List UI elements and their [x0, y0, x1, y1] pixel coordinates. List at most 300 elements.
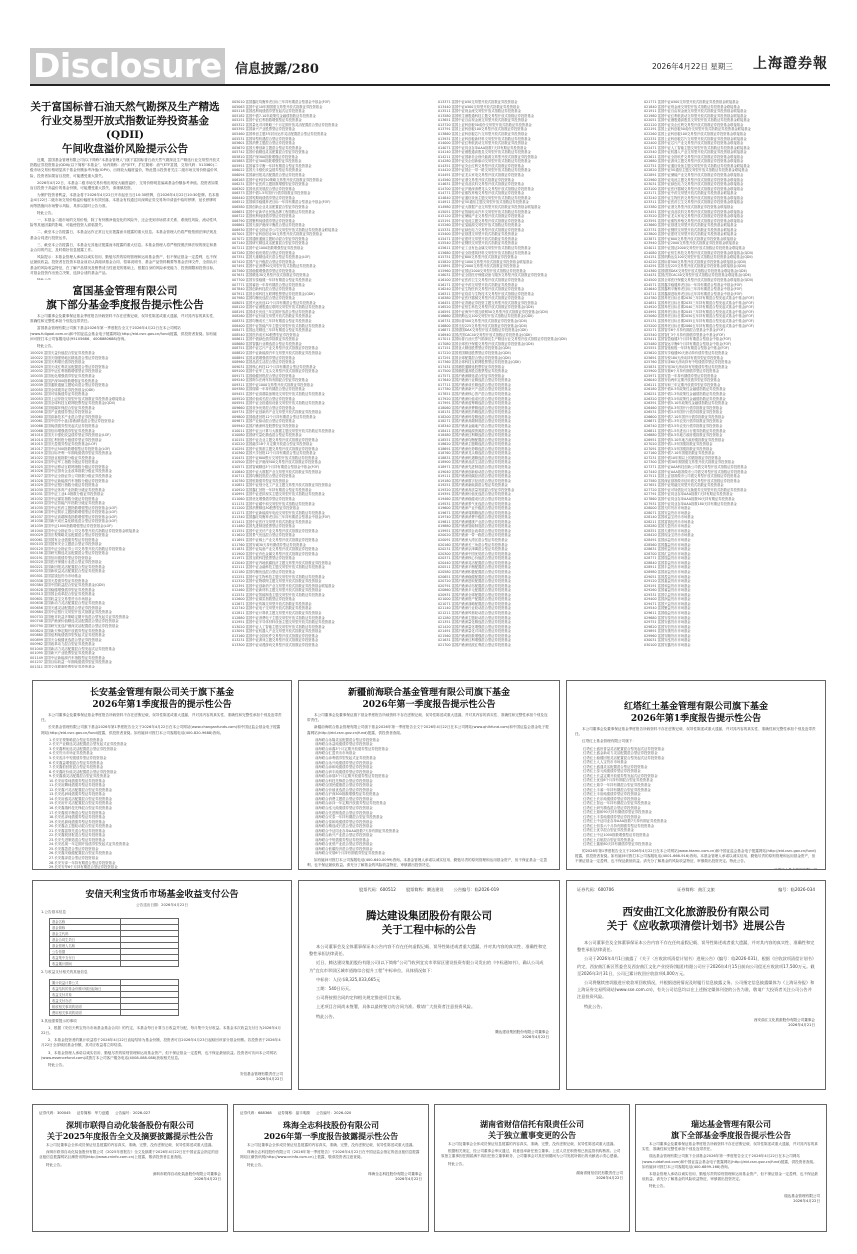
- notice-signature: 深圳市联得自动化装备股份有限公司董事会 2026年4月22日: [152, 1171, 221, 1181]
- list-item: 016171 富国中证中药交易型开放式指数证券投资基金: [438, 282, 518, 287]
- list-item: 000103 富国国家安全主题混合型证券投资基金: [30, 542, 102, 547]
- list-item: 000824 富国新天锋定期开放债券型证券投资基金: [30, 628, 106, 633]
- list-item: 100038 富国沪深300指数增强证券投资基金: [30, 378, 98, 383]
- list-item: 019951 富国沪港深国企改革混合型证券投资基金: [438, 528, 511, 533]
- list-item: 前海联合优势产业混合型证券投资基金: [315, 842, 373, 847]
- list-item: 161017 富国中证500指数增强型证券投资基金(LOF): [30, 446, 111, 451]
- list-item: 100066 富国纯债债券型发起式证券投资基金: [30, 423, 99, 428]
- list-item: 021000 富国沪港深资产配置混合型证券投资基金: [438, 597, 511, 602]
- fund-column-2: [438, 100, 638, 668]
- section-heading: 2.与收益支付相关的其他信息: [41, 970, 88, 975]
- list-item: 028700 富国汇益货币市场基金: [644, 551, 691, 556]
- list-item: 015680 富国中证全指建筑材料交易型开放式指数证券投资基金: [438, 250, 531, 255]
- list-item: 红塔红土恒泰六个月持有期债券型证券投资基金: [583, 823, 655, 828]
- list-item: 008680 富国智鑫行业精选混合型证券投资基金: [232, 341, 302, 346]
- list-item: 前海联合安泰一年持有期混合型证券投资基金: [315, 815, 383, 820]
- list-item: 前海联合泓元纯债债券型证券投资基金: [315, 806, 373, 811]
- notice-body: [30, 158, 220, 280]
- list-item: 014491 富国中证龙头家电交易型开放式指数证券投资基金: [438, 173, 525, 177]
- list-item: 前海联合中证同业存单AAA指数7天持有期证券投资基金: [315, 828, 399, 833]
- list-item: 014211 富国中证国新央企现代能源交易型开放式指数证券投资基金: [438, 154, 538, 159]
- list-item: 022540 富国中证机器人产业交易型开放式指数证券投资基金联接基金: [644, 150, 747, 155]
- list-item: 026320 富国中债3-5年政策性金融债指数证券投资基金: [644, 396, 726, 401]
- list-item: 014420 富国中证国企一带一路交易型开放式指数证券投资基金: [438, 168, 531, 173]
- list-item: 100022 富国天瑞强势地区精选混合型证券投资基金: [30, 355, 109, 360]
- paragraph: 公司将继续密切跟进应收款项回收情况，并根据进展情况及时履行信息披露义务。公司指定信息披露媒体为《上海证券报》和上海证券交易所网站(www.sse.com.cn)，有关公司信息均以在上述指定媒体刊登的公告为准，敬请广大投资者关注公司公告并注意投资风险。: [577, 980, 815, 1000]
- list-item: 029960 富国安顺货币市场基金: [644, 633, 691, 638]
- list-item: 020160 富国沪港深长三角混合型证券投资基金: [438, 542, 508, 547]
- list-item: 014631 富国中证食品饮料交易型开放式指数证券投资基金: [438, 182, 525, 187]
- list-item: 011831 富国中证装备产业交易型开放式指数证券投资基金: [232, 547, 319, 552]
- list-item: 014140 富国中证港股通高股息交易型开放式指数证券投资基金: [438, 150, 531, 155]
- paragraph: [30, 278, 220, 280]
- list-item: 030031 富国安泓货币市场基金: [644, 638, 691, 643]
- fund-list: [583, 747, 817, 847]
- list-item: 019880 富国沪港深智能制造混合型证券投资基金: [438, 524, 511, 529]
- list-item: 023660 富国中证基建交易型开放式指数证券投资基金联接基金: [644, 223, 737, 228]
- list-item: 016660 富国纳斯达克100交易型开放式指数证券投资基金(QDII): [438, 314, 534, 319]
- list-item: 025131 富国养老目标日期2055五年持有期混合型发起式基金中基金(FOF): [644, 319, 755, 323]
- list-item: 011200 富国消费精选30股票型证券投资基金: [232, 506, 300, 511]
- list-item: 025691 富国安悦180天滚动持有债券型证券投资基金: [644, 355, 724, 360]
- list-item: 018200 富国沪港深科技精选混合型证券投资基金: [438, 414, 511, 419]
- list-item: 028491 富国添益货币市场基金: [644, 538, 691, 542]
- list-item: 000733 富国绝对收益多策略定期开放混合型发起式证券投资基金: [30, 614, 129, 619]
- paragraph: 红塔红土基金管理有限公司旗下：: [582, 739, 636, 744]
- list-item: 161026 富国中证国有企业改革指数分级证券投资基金: [30, 469, 112, 474]
- list-item: 022960 富国中证电池主题交易型开放式指数证券投资基金联接基金: [644, 177, 744, 182]
- list-item: 021840 富国中证现金流交易型开放式指数证券投资基金联接基金: [644, 104, 741, 109]
- table-label: 基金名称: [50, 919, 121, 925]
- list-item: 014280 富国中证央企创新驱动交易型开放式指数证券投资基金: [438, 159, 531, 164]
- list-item: 018620 富国沪港深主题精选混合型证券投资基金: [438, 442, 511, 447]
- list-item: 023240 富国中证生物医药交易型开放式指数证券投资基金联接基金: [644, 195, 744, 200]
- list-item: 前海联合新兴产业混合型证券投资基金: [315, 833, 373, 838]
- list-item: 024500 富国全球医疗保健交易型开放式指数证券投资基金联接基金(QDII): [644, 277, 754, 282]
- list-item: 025831 富国安裕30天滚动持有短债债券型证券投资基金: [644, 364, 728, 369]
- table-label: 费用相关事项的说明: [50, 1009, 121, 1015]
- list-item: 009311 富国中证1000交易型开放式指数证券投资基金: [232, 382, 314, 387]
- list-item: 22.长安鑫锐回报混合型证券投资基金: [49, 833, 106, 838]
- info-table: [49, 918, 179, 967]
- list-item: 010360 富国兴享回报12个月持有期混合型证券投资基金: [232, 451, 316, 456]
- list-item: 028560 富国鑫益货币市场基金: [644, 542, 691, 547]
- list-item: 012671 富国中证传媒交易型开放式指数证券投资基金: [232, 601, 312, 606]
- list-item: 025971 富国安盈一年持有期债券型证券投资基金: [644, 373, 717, 378]
- paragraph: 特此公告。: [584, 1003, 605, 1009]
- list-item: 013091 富国中证机器人产业交易型开放式指数证券投资基金: [232, 629, 322, 634]
- list-item: 011340 富国鑫旺均衡养老目标三年持有期混合型基金中基金(FOF): [232, 515, 331, 520]
- list-item: 005010 富国鑫旺均衡养老目标三年持有期混合型基金中基金(FOF): [232, 100, 331, 104]
- list-item: 007560 富国稳健增强债券型证券投资基金: [232, 268, 296, 273]
- list-item: 红塔红土优享混合型证券投资基金: [583, 828, 634, 833]
- list-item: 021420 富国沪港深量化增强混合型证券投资基金: [438, 624, 511, 629]
- list-item: 024711 富国鑫源进取养老目标五年持有期混合型基金中基金(FOF): [644, 291, 743, 296]
- list-item: 011691 富国中证稀土产业交易型开放式指数证券投资基金: [232, 538, 319, 542]
- paragraph: 2、本基金投资者的累计收益将于2026年4月22日直接结转为基金份额，投资者可自2026年4月23日起赎回该部分基金份额。若投资者于2026年4月22日全部赎回基金份额，其对应收益将立即结清。: [41, 1038, 281, 1048]
- list-item: 000513 富国国企改革混合型证券投资基金: [30, 592, 95, 597]
- list-item: 029751 富国安盛货币市场基金: [644, 620, 691, 625]
- list-item: 000255 富国新收益灵活配置混合型证券投资基金: [30, 569, 106, 574]
- list-item: 红塔红土长益定期开放债券型发起式证券投资基金: [583, 773, 658, 778]
- list-item: 007211 富国中证1000指数增强型证券投资基金: [232, 246, 304, 250]
- list-item: 015120 富国中证储能产业交易型开放式指数证券投资基金: [438, 214, 525, 219]
- list-item: 007771 富国睿创一年持有期混合型证券投资基金: [232, 282, 305, 287]
- list-item: 红塔红土盛通灵活配置混合型证券投资基金: [583, 764, 648, 769]
- list-item: 009451 富国中证高端装备制造交易型开放式指数证券投资基金: [232, 392, 325, 396]
- info-table: [49, 979, 179, 1016]
- list-item: 000428 富国稳健增强债券型证券投资基金: [30, 587, 95, 592]
- list-item: 005601 富国消费主题混合型证券投资基金: [232, 141, 296, 146]
- list-item: 010011 富国中证云计算与大数据主题交易型开放式指数证券投资基金: [232, 428, 335, 433]
- table-value: [120, 961, 178, 967]
- notice-body: [30, 314, 220, 349]
- list-item: 009380 富国瑞锦一年持有期混合型证券投资基金: [232, 387, 305, 392]
- table-label: 收益累计期间: [50, 961, 121, 967]
- list-item: 022611 富国中证全指软件交易型开放式指数证券投资基金联接基金: [644, 154, 744, 159]
- list-item: 023520 富国中证龙头家电交易型开放式指数证券投资基金联接基金: [644, 214, 744, 219]
- paragraph: 特此公告。: [247, 1162, 265, 1167]
- list-item: 009660 富国竞争优势混合型证券投资基金: [232, 405, 296, 410]
- list-item: 028140 富国收益宝货币市场基金: [644, 515, 694, 520]
- table-label: 税收相关事项的说明: [50, 1003, 121, 1009]
- list-item: 008891 富国双债增强债券型证券投资基金: [232, 355, 296, 360]
- list-item: 020860 富国沪港深多元配置混合型证券投资基金: [438, 588, 511, 593]
- list-item: 017220 富国美国精选股票型证券投资基金(QDII): [438, 350, 511, 355]
- list-item: 017080 富国全球医疗保健交易型开放式指数证券投资基金(QDII): [438, 341, 534, 346]
- list-item: 000120 富国中证全指证券公司交易型开放式指数证券投资基金: [30, 546, 126, 551]
- list-item: 000656 富国天盛灵活配置混合型证券投资基金: [30, 605, 102, 610]
- list-item: 022891 富国中证储能产业交易型开放式指数证券投资基金联接基金: [644, 173, 744, 177]
- list-item: 100035 富国优化增强债券型证券投资基金: [30, 373, 95, 378]
- list-item: 161039 富国中证1000指数增强型证券投资基金(LOF): [30, 524, 113, 528]
- list-item: 005392 富国新兴产业股票型证券投资基金: [232, 127, 296, 132]
- list-item: 026811 富国中债1-5年进出口行债券指数证券投资基金: [644, 428, 726, 433]
- list-item: 015191 富国中证电池主题交易型开放式指数证券投资基金: [438, 218, 525, 223]
- list-item: 015400 富国中证基建交易型开放式指数证券投资基金: [438, 232, 518, 237]
- list-item: 027511 富国上证基准做市公司债交易型开放式指数证券投资基金: [644, 474, 741, 479]
- notice-title: 关于富国标普石油天然气勘探及生产精选 行业交易型开放式指数证券投资基金(QDII) 午间收盘溢价风险提示公告: [30, 101, 220, 155]
- section-heading: 3.其他需要提示的事项: [41, 1018, 77, 1023]
- list-item: 015540 富国中证钢铁交易型开放式指数证券投资基金: [438, 241, 518, 246]
- list-item: 019180 富国沪港深数字经济混合型证券投资基金: [438, 478, 511, 483]
- list-item: 红塔红土中证同业存单AAA指数7天持有期证券投资基金: [583, 819, 667, 824]
- table-label: 收益支付办法: [50, 997, 121, 1003]
- fund-list: [30, 351, 220, 668]
- list-item: 017151 富国亚太精选股票型证券投资基金(QDII): [438, 346, 511, 351]
- paragraph: 本公司董事会及董事保证基金季度报告所载资料不存在虚假记载、误导性陈述或重大遗漏，并对其内容的真实性、准确性和完整性承担个别及连带责任。: [575, 727, 816, 737]
- list-item: 前海联合低碳经济混合型证券投资基金: [315, 846, 373, 851]
- paragraph: 中标价：人民币8,325,033,665元: [316, 976, 381, 982]
- notice-ruida: [635, 1104, 827, 1232]
- list-item: 019040 富国沪港深创新驱动混合型证券投资基金: [438, 469, 511, 474]
- notice-title: 珠海全志科技股份有限公司 2026年第一季度报告披露提示性公告: [263, 1120, 399, 1141]
- list-item: 24.长安泓晟一年定期开放债券型发起式证券投资基金: [49, 842, 129, 847]
- notice-body: [575, 727, 817, 745]
- list-item: 027091 富国中债3-5年国债指数证券投资基金: [644, 446, 713, 451]
- paragraph: 长安基金管理有限公司旗下基金2026年第1季度报告全文于2026年4月22日在本公司网站(www.changanfunds.com)和中国证监会基金电子披露网站(http://eid.csrc.gov.cn/fund)披露，供投资者查阅。如有疑问可拨打本公司客服电话(400-820-9688)咨询。: [41, 725, 281, 735]
- list-item: 026671 富国中债1-3年农发行债券指数证券投资基金: [644, 419, 723, 424]
- list-item: 001040 富国新活力灵活配置混合型发起式证券投资基金: [30, 646, 116, 651]
- paragraph: 本公司及董事会全体成员保证信息披露的内容真实、准确、完整，没有虚假记载、误导性陈述或重大遗漏。: [247, 1143, 416, 1147]
- list-item: 024851 富国养老目标日期2035三年持有期混合型发起式基金中基金(FOF): [644, 300, 755, 305]
- list-item: 前海联合添利债券型发起式证券投资基金: [315, 756, 377, 760]
- list-item: 020231 富国沪港深京津冀混合型证券投资基金: [438, 547, 508, 552]
- list-item: 013300 富国中证动漫游戏交易型开放式指数证券投资基金: [232, 642, 319, 647]
- notice-title: 安信天利宝货币市场基金收益支付公告: [85, 890, 239, 900]
- list-item: 019320 富国沪港深高质量发展混合型证券投资基金: [438, 487, 515, 492]
- fund-list: [644, 100, 834, 648]
- list-item: 006163 富国中证科技50策略交易型开放式指数证券投资基金: [232, 177, 323, 182]
- stock-code: 证券简称：华力创通: [76, 1111, 110, 1115]
- list-item: 5.长安泓沣中短债债券型证券投资基金: [49, 756, 107, 760]
- fund-list: [315, 738, 551, 856]
- list-item: 000790 富国研究优选沪港深灵活配置混合型证券投资基金: [30, 624, 119, 629]
- list-item: 016591 富国中证海外中国互联网50交易型开放式指数证券投资基金(QDII): [438, 309, 548, 314]
- stock-code: 证券简称：晶丰明源: [277, 1111, 311, 1115]
- list-item: 005118 富国泓利纯债债券型发起式证券投资基金: [232, 109, 305, 114]
- list-item: 011620 富国景气优选混合型证券投资基金: [232, 533, 296, 538]
- list-item: 161014 富国汇利回报分级债券型证券投资基金: [30, 437, 102, 442]
- list-item: 红塔红土盛世普益灵活配置混合型发起式证券投资基金: [583, 746, 665, 751]
- notice-hongta: [566, 680, 826, 870]
- paragraph: 本公司董事会及董事保证基金季度报告所载资料不存在虚假记载、误导性陈述或重大遗漏，并对其内容的真实性、准确性和完整性承担个别及连带责任。: [642, 1142, 818, 1152]
- list-item: 008820 富国中证新能源汽车交易型开放式指数证券投资基金: [232, 350, 322, 355]
- notice-body: [642, 1142, 820, 1190]
- list-item: 028351 富国天惠货币市场基金: [644, 528, 691, 533]
- list-item: 016940 富国法国CAC40交易型开放式指数证券投资基金(QDII): [438, 332, 532, 337]
- list-item: 007001 富国中证科创创业50交易型开放式指数证券投资基金: [232, 232, 323, 237]
- table-label: 基金主代码: [50, 931, 121, 937]
- paragraph: 本公司及董事会全体成员保证信息披露的内容真实、准确、完整，没有虚假记载、误导性陈述或重大遗漏。: [46, 1143, 215, 1147]
- notice-anxin: [32, 880, 292, 1090]
- fund-column-1: [232, 100, 432, 668]
- list-item: 010080 富国研究量化精选混合型证券投资基金: [232, 433, 302, 438]
- list-item: 161040 富国中证全指证券公司交易型开放式指数证券投资基金联接基金: [30, 528, 139, 533]
- list-item: 014071 富国中证同业存单AAA指数7天持有期证券投资基金: [438, 145, 527, 150]
- list-item: 028771 富国瑞益货币市场基金: [644, 556, 691, 561]
- list-item: 021140 富国沪港深行业轮动混合型证券投资基金: [438, 606, 511, 611]
- notice-signature: 湖南省财信信托有限责任公司 2026年4月22日: [576, 1170, 623, 1180]
- list-item: 023100 富国中证医疗器械交易型开放式指数证券投资基金联接基金: [644, 186, 744, 191]
- list-item: 010571 富国智诚精选3个月持有期混合型基金中基金(FOF): [232, 465, 320, 469]
- list-item: 100061 富国中国中小盘(香港)精选混合型证券投资基金: [30, 419, 115, 424]
- list-item: 029820 富国安信货币市场基金: [644, 624, 691, 629]
- list-item: 000748 富国沪港深价值精选灵活配置混合型证券投资基金: [30, 619, 119, 624]
- table-label: 基金合同生效日: [50, 937, 121, 943]
- list-item: 021700 富国沪港深低波红利混合型证券投资基金: [438, 642, 511, 647]
- list-item: 013160 富国中证全指软件交易型开放式指数证券投资基金: [232, 633, 319, 638]
- list-item: 028420 富国现金宝货币市场基金: [644, 533, 694, 538]
- list-item: 008191 富国成长优选三年定期开放混合型证券投资基金: [232, 309, 315, 314]
- list-item: 022260 富国上证科创板100交易型开放式指数证券投资基金联接基金: [644, 131, 747, 136]
- list-item: 022331 富国上证科创板芯片交易型开放式指数证券投资基金联接基金: [644, 136, 747, 141]
- list-item: 000191 富国信用债债券型证券投资基金: [30, 555, 92, 560]
- stock-codes: [240, 1111, 422, 1116]
- list-item: 011551 富国中证光伏产业交易型开放式指数证券投资基金: [232, 528, 319, 533]
- list-item: 红塔红土瑞和90天持有期债券型证券投资基金: [583, 810, 652, 815]
- notice-body: [309, 943, 549, 1020]
- list-item: 028911 富国丰益货币市场基金: [644, 565, 691, 570]
- list-item: 012251 富国中证生物科技主题交易型开放式指数证券投资基金: [232, 574, 325, 579]
- list-item: 161037 富国中证高端制造指数增强型证券投资基金(LOF): [30, 514, 118, 519]
- list-item: 006861 富国天源沪港深平衡混合型证券投资基金: [232, 223, 305, 228]
- list-item: 000684 富国中证银行交易型开放式指数证券投资基金: [30, 610, 112, 615]
- list-item: 007072 富国通胀通缩主题轮动混合型证券投资基金: [232, 236, 309, 241]
- list-item: 017711 富国沪港深成长精选混合型证券投资基金: [438, 382, 511, 387]
- list-item: 红塔红土中证1000指数增强型证券投资基金: [583, 833, 650, 837]
- paragraph: 一、本基金二级市场的交易价格，除了有份额净值变化的风险外，还会受到市场供求关系、系统性风险、流动性风险等其他因素的影响，可能使投资人面临损失。: [30, 218, 217, 228]
- list-item: 13.长安泓润纯债债券型证券投资基金: [49, 792, 106, 797]
- list-item: 020931 富国沪港深全球配置混合型证券投资基金: [438, 592, 511, 597]
- list-item: 000061 富国国有企业债债券型证券投资基金: [30, 537, 99, 542]
- list-item: 029051 富国盈益货币市场基金: [644, 574, 691, 579]
- list-item: 015820 富国中证1000交易型开放式指数证券投资基金联接基金: [438, 259, 533, 264]
- list-item: 红塔红土启航混合型证券投资基金: [583, 837, 634, 842]
- list-item: 7.长安鑫恒回报混合型证券投资基金: [49, 765, 104, 770]
- list-item: 017291 富国全球配置混合型证券投资基金(QDII): [438, 355, 511, 360]
- list-item: 100056 富国低碳环保混合型证券投资基金: [30, 405, 95, 410]
- list-item: 009731 富国中证创新药产业交易型开放式指数证券投资基金: [232, 410, 322, 415]
- list-item: 029400 富国润益货币市场基金: [644, 597, 691, 602]
- list-item: 024571 富国鑫享稳健养老目标一年持有期混合型基金中基金(FOF): [644, 282, 743, 287]
- notice-title: 长安基金管理有限公司关于旗下基金 2026年第1季度报告的提示性公告: [89, 688, 234, 710]
- list-item: 008751 富国中证芯片产业交易型开放式指数证券投资基金: [232, 346, 319, 351]
- list-item: 013371 富国中证A50交易型开放式指数证券投资基金: [438, 100, 518, 104]
- list-item: 161030 富国中证体育产业指数分级证券投资基金: [30, 487, 106, 492]
- list-item: 020371 富国沪港深核心价值混合型证券投资基金: [438, 556, 511, 561]
- list-item: 前海联合润丰纯债债券型证券投资基金: [315, 769, 373, 774]
- list-item: 前海联合消费主题混合型证券投资基金: [315, 796, 373, 801]
- list-item: 029120 富国嘉益货币市场基金: [644, 579, 691, 584]
- list-item: 012880 富国中证消费电子主题交易型开放式指数证券投资基金: [232, 615, 325, 620]
- list-item: 011060 富国优化增强债券型证券投资基金: [232, 496, 296, 501]
- list-item: 021071 富国沪港深战略配置混合型证券投资基金: [438, 601, 511, 606]
- list-item: 021911 富国中证自由现金流交易型开放式指数证券投资基金联接基金: [644, 109, 747, 114]
- list-item: 006094 富国新回报灵活配置混合型证券投资基金: [232, 173, 305, 177]
- list-item: 029191 富国和益货币市场基金: [644, 583, 691, 588]
- list-item: 011271 富国中证新能源车电池交易型开放式指数证券投资基金: [232, 510, 325, 515]
- list-item: 018900 富国沪港深品质生活混合型证券投资基金: [438, 460, 511, 465]
- list-item: 016100 富国中证医药卫生交易型开放式指数证券投资基金: [438, 277, 525, 282]
- list-item: 024431 富国法国CAC40交易型开放式指数证券投资基金联接基金(QDII): [644, 273, 751, 278]
- list-item: 161027 富国中证全指证券公司指数分级证券投资基金: [30, 473, 112, 478]
- list-item: 010151 富国中证农业主题交易型开放式指数证券投资基金: [232, 437, 319, 442]
- list-item: 012391 富国中证创新药产业交易型开放式指数证券投资基金联接基金: [232, 583, 335, 588]
- notice-tengda: [298, 880, 560, 1090]
- list-item: 018271 富国沪港深高端制造混合型证券投资基金: [438, 419, 511, 424]
- notice-fuguo-qdii: [30, 100, 220, 280]
- list-item: 前海联合沪深300指数增强型证券投资基金: [315, 792, 380, 797]
- list-item: 020791 富国沪港深动态配置混合型证券投资基金: [438, 583, 511, 588]
- list-item: 012951 富国中证半导体材料设备主题交易型开放式指数证券投资基金: [232, 620, 335, 625]
- list-item: 012811 富国中证计算机主题交易型开放式指数证券投资基金: [232, 611, 322, 615]
- fund-list: [232, 100, 432, 648]
- list-item: 008051 富国兴远优选12个月持有期混合型证券投资基金: [232, 300, 316, 305]
- paragraph: 二、截至本公告披露日，本基金运作正常且无应披露而未披露的重大信息。本基金管理人仍将严格按照法律法规及基金合同进行投资运作。: [30, 230, 217, 240]
- list-item: 010431 富国中证800银行交易型开放式指数证券投资基金: [232, 455, 318, 460]
- list-item: 028280 富国天盈货币市场基金: [644, 524, 691, 529]
- list-item: 008260 富国中证价值交易型开放式指数证券投资基金: [232, 314, 312, 319]
- list-item: 000220 富国医疗保健行业混合型证券投资基金: [30, 560, 102, 565]
- list-item: 015960 富国中证国证2000交易型开放式指数证券投资基金: [438, 268, 526, 273]
- list-item: 红塔红土人人宝货币市场基金: [583, 760, 628, 765]
- list-item: 前海联合中短债债券型证券投资基金: [315, 837, 370, 842]
- notice-closing: 的2026年第1季度报告全文于2026年4月22日在本公司网站(www.htamc.com.cn)和中国证监会基金电子披露网站(http://eid.csrc.gov.cn/fund)披露，供投资者查阅。如有疑问可拨打本公司客服电话(4001-666-916)咨询。本基金管理人承诺以诚实信用、勤勉尽责的原则管理和运用基金资产，但不保证基金一定盈利，也不保证最低收益。请充分了解基金的风险收益特征，审慎做出投资决定。特此公告。: [575, 848, 816, 864]
- paragraph: 近日，腾达建设集团股份有限公司(以下简称“公司”)收到宜宾市翠屏区建设投资有限公司发出的《中标通知书》，确认公司成为“宜宾市翠屏区城市道路综合提升工程”中标单位，具体情况如下：: [309, 960, 544, 973]
- list-item: 011971 富国互联科技股票型证券投资基金: [232, 556, 296, 561]
- list-item: 026180 富国中债0-3年政策性金融债指数证券投资基金: [644, 387, 726, 392]
- paragraph: 珠海全志科技股份有限公司《2026年第一季度报告》于2026年4月22日在中国证监会指定的创业板信息披露网站巨潮资讯网(http://www.cninfo.com.cn)上披露，敬请投资者注意查阅。: [240, 1150, 420, 1160]
- list-item: 013511 富国中证现金流交易型开放式指数证券投资基金: [438, 109, 521, 114]
- list-item: 025760 富国安泽60天滚动持有中短债债券型证券投资基金: [644, 360, 732, 365]
- table-label: 收益结转的基金份额可赎回起始日: [50, 985, 121, 991]
- list-item: 018831 富国沪港深机遇精选混合型证券投资基金: [438, 455, 511, 460]
- list-item: 012040 富国中证内地低碳经济主题交易型开放式指数证券投资基金: [232, 560, 332, 565]
- list-item: 000029 富国宏观策略灵活配置混合型证券投资基金: [30, 533, 109, 538]
- list-item: 014840 富国中证通信设备主题交易型开放式指数证券投资基金: [438, 195, 531, 200]
- list-item: 前海联合科技先锋混合型证券投资基金: [315, 778, 373, 783]
- list-item: 000962 富国改革动力混合型证券投资基金: [30, 642, 95, 647]
- paragraph: 为保护投资者利益，本基金将于2026年4月22日开市起至当日10:30停牌，自2026年4月22日10:30复牌。若本基金4月22日二级市场交易价格溢价幅度未有效回落，本基金有权通过向深圳证券交易所申请盘中临时停牌、延长停牌时间等措施向市场警示风险，具体以届时公告为准。: [30, 193, 220, 208]
- list-item: 000384 富国中国收益混合型证券投资基金(QDII): [30, 583, 105, 588]
- list-item: 016311 富国中证疫苗与生物技术交易型开放式指数证券投资基金: [438, 291, 535, 296]
- list-item: 100050 富国全球债券证券投资基金(QDII): [30, 387, 95, 392]
- notice-signature: 安信基金管理有限责任公司 2026年4月22日: [239, 1072, 283, 1082]
- list-item: 15.长安裕开灵活配置混合型证券投资基金: [49, 801, 113, 806]
- list-item: 29.长安安华6个月持有期混合型证券投资基金: [49, 865, 118, 870]
- list-item: 028840 富国泰益货币市场基金: [644, 560, 691, 565]
- list-item: 020091 富国沪港深大湾区混合型证券投资基金: [438, 538, 508, 542]
- list-item: 006722 富国恒利纯债债券型证券投资基金: [232, 214, 296, 219]
- list-item: 000638 富国新动力灵活配置混合型证券投资基金: [30, 601, 106, 606]
- list-item: 016031 富国中证全指医疗保健设备与服务交易型开放式指数证券投资基金: [438, 273, 548, 278]
- list-item: 000156 富国研究精选灵活配置混合型证券投资基金: [30, 551, 109, 556]
- paragraph: 本公司董事会及董事保证基金季度报告所载资料不存在虚假记载、误导性陈述或重大遗漏，并对其内容的真实性、准确性和完整性承担个别及连带责任。: [30, 314, 217, 324]
- list-item: 010500 富国中证沪港深500交易型开放式指数证券投资基金: [232, 460, 322, 465]
- list-item: 022051 富国中证港股通高股息交易型开放式指数证券投资基金联接基金: [644, 118, 750, 123]
- notice-title: 腾达建设集团股份有限公司 关于工程中标的公告: [366, 910, 492, 936]
- table-label: 收益支付对象: [50, 991, 121, 997]
- list-item: 026040 富国安怡两年定期开放债券型证券投资基金: [644, 378, 721, 383]
- list-item: 000338 富国天盈债券型证券投资基金: [30, 578, 89, 583]
- list-item: 023731 富国中证钢铁交易型开放式指数证券投资基金联接基金: [644, 227, 737, 232]
- paragraph: 本公司董事会及全体董事保证本公告内容不存在任何虚假记载、误导性陈述或者重大遗漏，并对其内容的真实性、准确性和完整性承担法律责任。: [309, 944, 547, 957]
- list-item: 007911 富国全球科技互联网股票型证券投资基金(QDII): [232, 291, 315, 296]
- list-item: 009240 富国阿尔法两年持有期混合型证券投资基金: [232, 378, 309, 383]
- list-item: 红塔红土智远一年持有期混合型证券投资基金: [583, 801, 651, 806]
- list-item: 100068 富国信用增强债券型证券投资基金: [30, 428, 95, 433]
- list-item: 18.长安泓泽纯债债券型证券投资基金: [49, 815, 106, 820]
- list-item: 025620 富国安享稳健90天滚动持有债券型证券投资基金: [644, 350, 728, 355]
- paragraph: 瑞达基金管理有限公司旗下全部基金2026年第一季度报告全文于2026年4月22日在本公司网站(www.ruidafund.com)和中国证监会基金电子披露网站(http://eid.csrc.gov.cn/fund)披露，供投资者查阅。如有疑问可拨打本公司客服电话(400-6899-166)咨询。: [642, 1154, 817, 1169]
- paragraph: 三、截至本公告披露日，本基金无其他应披露而未披露的重大信息。本基金管理人将严格按照法律法规的规定和基金合同的约定，及时做好信息披露工作。: [30, 242, 217, 253]
- list-item: 红塔红土丰睿一年持有期混合型证券投资基金: [583, 787, 651, 792]
- list-item: 012111 富国中证金融科技主题交易型开放式指数证券投资基金: [232, 565, 325, 570]
- stock-code: 公告编号：2026-020: [316, 1111, 352, 1115]
- list-item: 007980 富国均衡优选混合型证券投资基金: [232, 296, 296, 301]
- list-item: 023171 富国中证中药交易型开放式指数证券投资基金联接基金: [644, 191, 737, 196]
- notice-title: 湖南省财信信托有限责任公司 关于独立董事变更的公告: [480, 1119, 584, 1140]
- list-item: 红塔红土鑫航60天持有期债券型证券投资基金: [583, 842, 652, 847]
- list-item: 005182 富国中债7-10年政策性金融债指数证券投资基金: [232, 113, 316, 118]
- list-item: 019671 富国沪港深周期精选混合型证券投资基金: [438, 510, 511, 515]
- list-item: 006790 富国聚利纯债债券型证券投资基金: [232, 218, 296, 223]
- notice-title: 瑞达基金管理有限公司 旗下全部基金季度报告提示性公告: [671, 1119, 791, 1140]
- list-item: 红塔红土丰裕纯债债券型证券投资基金: [583, 792, 641, 797]
- notice-fuguo-q1: [30, 284, 220, 668]
- list-item: 005951 富国睿享平衡一年持有期混合型证券投资基金: [232, 163, 312, 168]
